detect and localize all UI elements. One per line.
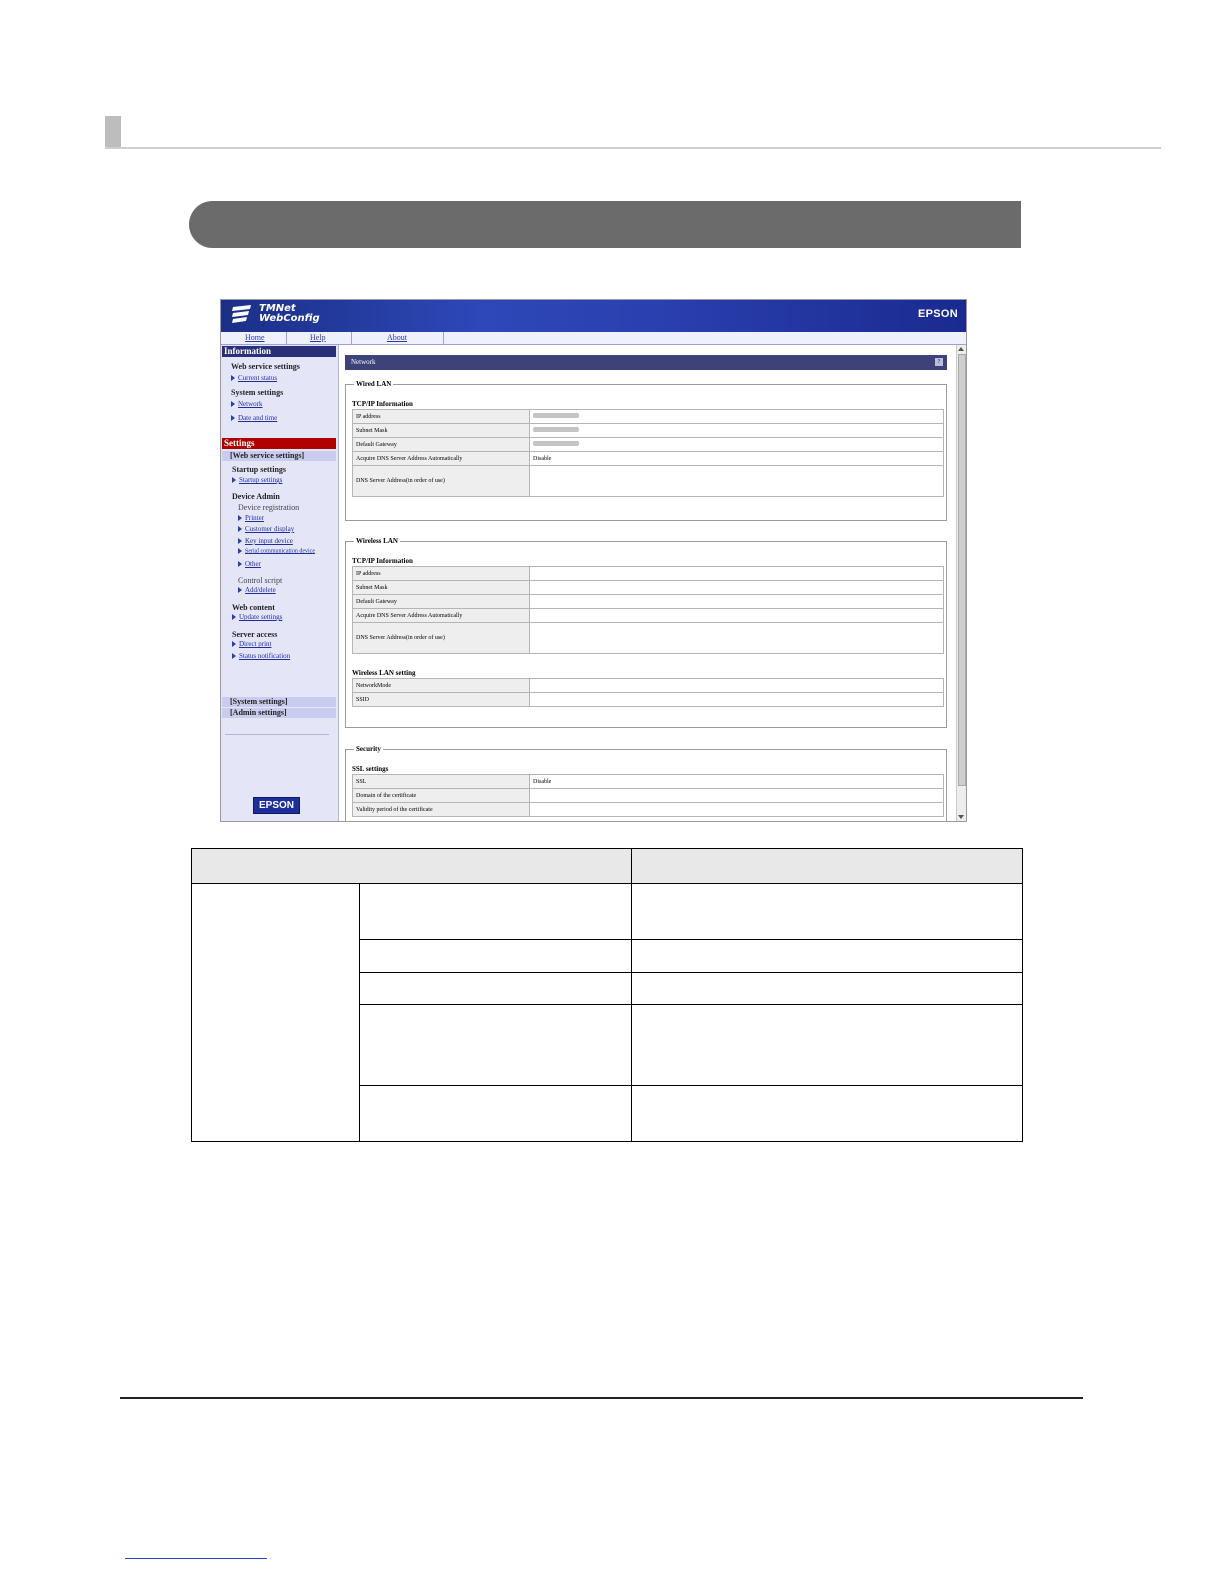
wireless-setting-heading: Wireless LAN setting — [352, 669, 416, 677]
arrow-right-icon — [232, 614, 236, 620]
table-cell — [632, 884, 1023, 940]
table-row — [353, 595, 944, 609]
table-cell — [632, 940, 1023, 973]
row-label: DNS Server Address(in order of use) — [353, 623, 530, 654]
web-content-group: Web content — [232, 603, 275, 612]
row-value — [530, 693, 944, 707]
nav-separator — [286, 332, 287, 344]
admin-settings-band[interactable]: [Admin settings] — [222, 708, 336, 718]
startup-settings-link[interactable]: Startup settings — [232, 476, 282, 484]
content-pane — [339, 345, 956, 821]
status-notification-link[interactable]: Status notification — [232, 652, 290, 660]
row-value — [530, 438, 944, 452]
row-label: Default Gateway — [353, 595, 530, 609]
key-input-device-link[interactable]: Key input device — [238, 537, 293, 545]
table-row — [353, 803, 944, 817]
section-rule — [105, 147, 1161, 149]
wireless-lan-section — [345, 537, 947, 728]
device-registration-label: Device registration — [238, 503, 300, 512]
network-link[interactable]: Network — [231, 400, 263, 408]
webconfig-screenshot — [220, 299, 967, 822]
wireless-tcpip-table — [352, 566, 944, 654]
arrow-right-icon — [231, 415, 235, 421]
row-value — [530, 410, 944, 424]
arrow-right-icon — [232, 653, 236, 659]
server-access-group: Server access — [232, 630, 278, 639]
page-title — [345, 355, 947, 370]
sidebar — [221, 345, 339, 821]
nav-help-link[interactable]: Help — [310, 333, 326, 342]
wired-lan-legend: Wired LAN — [356, 380, 392, 388]
table-row — [353, 623, 944, 654]
scroll-down-icon[interactable] — [958, 815, 964, 819]
help-icon[interactable]: ? — [935, 358, 943, 366]
table-row — [353, 567, 944, 581]
printer-link[interactable]: Printer — [238, 514, 264, 522]
table-cell — [632, 973, 1023, 1005]
table-cell — [360, 1086, 632, 1142]
date-and-time-link[interactable]: Date and time — [231, 414, 277, 422]
sidebar-divider — [225, 734, 329, 735]
app-header — [221, 300, 966, 332]
footer-rule — [120, 1397, 1083, 1399]
table-cell — [632, 1086, 1023, 1142]
nav-home-link[interactable]: Home — [245, 333, 265, 342]
table-header-row — [192, 849, 1023, 884]
arrow-right-icon — [232, 641, 236, 647]
system-settings-group: System settings — [231, 388, 284, 397]
control-script-label: Control script — [238, 576, 283, 585]
vertical-scrollbar[interactable] — [956, 345, 966, 821]
scroll-up-icon[interactable] — [958, 347, 964, 351]
ssl-settings-heading: SSL settings — [352, 765, 389, 773]
security-section — [345, 745, 947, 821]
current-status-link[interactable]: Current status — [231, 374, 277, 382]
table-cell — [360, 973, 632, 1005]
settings-header: Settings — [222, 438, 336, 449]
table-row — [353, 581, 944, 595]
arrow-right-icon — [238, 538, 242, 544]
row-label: SSL — [353, 775, 530, 789]
table-cell — [360, 884, 632, 940]
device-admin-group: Device Admin — [232, 492, 280, 501]
customer-display-link[interactable]: Customer display — [238, 525, 294, 533]
table-row — [353, 679, 944, 693]
row-value — [530, 679, 944, 693]
security-legend: Security — [356, 745, 381, 753]
row-value — [530, 466, 944, 497]
table-row — [353, 452, 944, 466]
row-value — [530, 609, 944, 623]
row-value — [530, 567, 944, 581]
arrow-right-icon — [238, 587, 242, 593]
table-row — [353, 438, 944, 452]
settings-description-table — [191, 848, 1023, 1142]
row-value — [530, 803, 944, 817]
logo-line-1: TMNet — [259, 303, 296, 314]
tmnet-logo-icon — [231, 304, 253, 324]
brand-logo: EPSON — [917, 308, 958, 320]
row-value: Disable — [530, 452, 944, 466]
table-row — [353, 424, 944, 438]
arrow-right-icon — [231, 375, 235, 381]
wireless-tcpip-heading: TCP/IP Information — [352, 557, 413, 565]
arrow-right-icon — [238, 548, 242, 554]
table-group-cell — [192, 884, 360, 1142]
row-value — [530, 623, 944, 654]
other-link[interactable]: Other — [238, 560, 261, 568]
redacted-value — [533, 413, 579, 418]
arrow-right-icon — [238, 561, 242, 567]
table-cell — [632, 1005, 1023, 1086]
wireless-setting-table — [352, 678, 944, 707]
web-service-settings-group: Web service settings — [231, 362, 300, 371]
arrow-right-icon — [238, 515, 242, 521]
table-row — [353, 789, 944, 803]
scroll-thumb[interactable] — [958, 354, 966, 786]
row-value: Disable — [530, 775, 944, 789]
arrow-right-icon — [232, 477, 236, 483]
table-cell — [360, 940, 632, 973]
row-label: IP address — [353, 410, 530, 424]
arrow-right-icon — [238, 526, 242, 532]
table-header-cell — [192, 849, 632, 884]
row-label: Subnet Mask — [353, 424, 530, 438]
epson-logo: EPSON — [253, 797, 300, 814]
row-label: Acquire DNS Server Address Automatically — [353, 609, 530, 623]
table-row — [192, 884, 1023, 940]
footer-link-underline[interactable] — [125, 1558, 267, 1559]
nav-about-link[interactable]: About — [387, 333, 407, 342]
startup-settings-group: Startup settings — [232, 465, 287, 474]
information-header: Information — [222, 346, 336, 357]
row-label: NetworkMode — [353, 679, 530, 693]
nav-bar — [221, 332, 966, 345]
row-label: Domain of the certificate — [353, 789, 530, 803]
web-service-settings-band[interactable]: [Web service settings] — [222, 451, 336, 461]
row-value — [530, 424, 944, 438]
add-delete-link[interactable]: Add/delete — [238, 586, 276, 594]
redacted-value — [533, 441, 579, 446]
ssl-table — [352, 774, 944, 817]
row-label: IP address — [353, 567, 530, 581]
row-value — [530, 595, 944, 609]
table-row — [353, 410, 944, 424]
table-row — [353, 609, 944, 623]
row-label: DNS Server Address(in order of use) — [353, 466, 530, 497]
section-banner — [189, 201, 1021, 248]
row-label: Acquire DNS Server Address Automatically — [353, 452, 530, 466]
row-label: Default Gateway — [353, 438, 530, 452]
table-cell — [360, 1005, 632, 1086]
serial-communication-device-link[interactable]: Serial communication device — [238, 548, 315, 554]
page-title-text: Network — [351, 358, 376, 366]
redacted-value — [533, 427, 579, 432]
row-label: SSID — [353, 693, 530, 707]
nav-separator — [351, 332, 352, 344]
direct-print-link[interactable]: Direct print — [232, 640, 271, 648]
row-value — [530, 581, 944, 595]
wired-lan-section — [345, 380, 947, 521]
wired-tcpip-heading: TCP/IP Information — [352, 400, 413, 408]
wireless-lan-legend: Wireless LAN — [356, 537, 398, 545]
section-marker — [105, 116, 121, 148]
row-label: Subnet Mask — [353, 581, 530, 595]
logo-line-2: WebConfig — [259, 313, 320, 324]
tmnet-logo — [231, 304, 320, 324]
update-settings-link[interactable]: Update settings — [232, 613, 282, 621]
row-label: Validity period of the certificate — [353, 803, 530, 817]
table-header-cell — [632, 849, 1023, 884]
system-settings-band[interactable]: [System settings] — [222, 697, 336, 707]
arrow-right-icon — [231, 401, 235, 407]
table-row — [353, 693, 944, 707]
table-row — [353, 466, 944, 497]
table-row — [353, 775, 944, 789]
nav-separator — [443, 332, 444, 344]
wired-tcpip-table — [352, 409, 944, 497]
row-value — [530, 789, 944, 803]
